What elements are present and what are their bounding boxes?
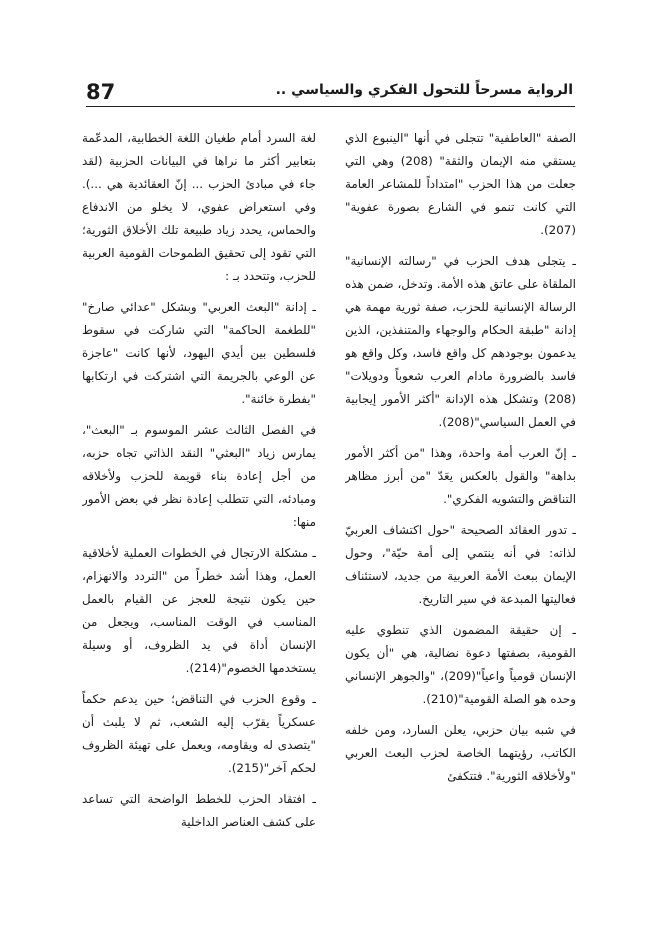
- page-header: [0, 0, 661, 120]
- paragraph: ـ يتجلى هدف الحزب في "رسالته الإنسانية" الملقاة على عاتق هذه الأمة. وتدخل، ضمن هذه الرسالة الإنسانية للحزب، صفة ثورية مهمة هي إدانة "طبقة الحكام والوجهاء والمتنفذين، الذين يدعمون بوجودهم كل واقع فاسد، وكل واقع هو فاسد بالضرورة مادام العرب شعوباً ودويلات" (208) وتشكل هذه الإدانة "أكثر الأمور إيجابية في العمل السياسي"(208).: [345, 254, 576, 429]
- paragraph: في شبه بيان حزبي، يعلن السارد، ومن خلفه الكاتب، رؤيتهما الخاصة لحزب البعث العربي "ولأخلاقه الثورية". فتتكفىٔ: [345, 723, 576, 783]
- header-rule: [86, 106, 575, 107]
- paragraph: في الفصل الثالث عشر الموسوم بـ "البعث"، يمارس زياد "البعثي" النقد الذاتي تجاه حزبه، من أجل إعادة بناء قويمة للحزب ولأخلاقه ومبادئه، التي تتطلب إعادة نظر في بعض الأمور منها:: [82, 423, 316, 529]
- page-number: 87: [86, 80, 116, 104]
- paragraph: ـ افتقاد الحزب للخطط الواضحة التي تساعد على كشف العناصر الداخلية: [82, 792, 316, 829]
- running-title: الرواية مسرحاً للتحول الفكري والسياسي ..: [275, 82, 573, 98]
- paragraph: ـ وقوع الحزب في التناقض؛ حين يدعم حكماً عسكرياً يقرّب إليه الشعب، ثم لا يلبث أن "يتصدى له ويقاومه، ويعمل على تهيئة الظروف لحكم آخر"(215).: [82, 692, 316, 775]
- paragraph: ـ إن حقيقة المضمون الذي تنطوي عليه القومية، بصفتها دعوة نضالية، هي "أن يكون الإنسان قومياً واعياً"(209)، "والجوهر الإنساني وحده هو الصلة القومية"(210).: [345, 623, 576, 706]
- paragraph: ـ إنّ العرب أمة واحدة، وهذا "من أكثر الأمور بداهة" والقول بالعكس يعَدّ "من أبرز مظاهر التناقض والتشويه الفكري".: [345, 446, 576, 506]
- left-column: [82, 127, 316, 907]
- paragraph: ـ مشكلة الارتجال في الخطوات العملية لأخلاقية العمل، وهذا أشد خطراً من "التردد والانهزام، حين يكون نتيجة للعجز عن القيام بالعمل المناسب في الوقت المناسب، ويجعل من الإنسان أداة في يد الظروف، أو وسيلة يستخدمها الخصوم"(214).: [82, 546, 316, 675]
- paragraph: لغة السرد أمام طغيان اللغة الخطابية، المدعّمة بتعابير أكثر ما نراها في البيانات الحزبية (لقد جاء في مبادئ الحزب ... إنّ العقائدية هي ...). وفي استعراض عفوي، لا يخلو من الاندفاع والحماس، يحدد زياد طبيعة تلك الأخلاق الثورية؛ التي تقود إلى تحقيق الطموحات القومية العربية للحزب، وتتحدد بـ :: [82, 131, 316, 283]
- paragraph: الصفة "العاطفية" تتجلى في أنها "الينبوع الذي يستقي منه الإيمان والثقة" (208) وهي التي جعلت من هذا الحزب "امتداداً للمشاعر العامة التي كانت تنمو في الشارع بصورة عفوية"(207).: [345, 131, 576, 237]
- paragraph: ـ إدانة "البعث العربي" وبشكل "عدائي صارخ" "للطغمة الحاكمة" التي شاركت في سقوط فلسطين بين أيدي اليهود، لأنها كانت "عاجزة عن الوعي بالجريمة التي اشتركت في ارتكابها "بفطرة خائنة".: [82, 300, 316, 406]
- paragraph: ـ تدور العقائد الصحيحة "حول اكتشاف العربيّ لذاته: في أنه ينتمي إلى أمة حيّة"، وحول الإيمان ببعث الأمة العربية من جديد، لاستئناف فعاليتها المبدعة في سير التاريخ.: [345, 523, 576, 606]
- right-column: [345, 127, 576, 907]
